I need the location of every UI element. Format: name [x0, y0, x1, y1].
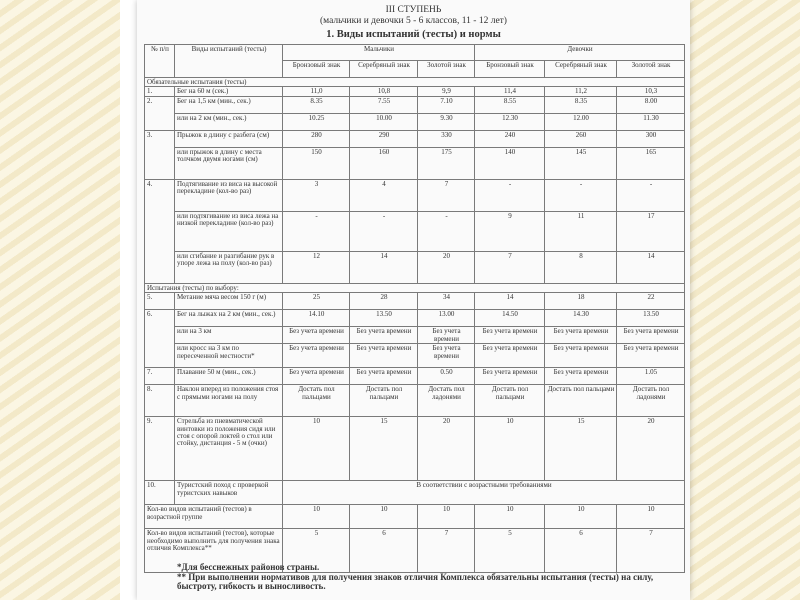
header-num: № п/п [145, 45, 175, 78]
row-test-name: Метание мяча весом 150 г (м) [175, 293, 283, 310]
row-number: 3. [145, 130, 175, 179]
header-test: Виды испытаний (тесты) [175, 45, 283, 78]
norm-cell: 9.30 [418, 113, 475, 130]
norm-cell: 6 [545, 529, 617, 573]
norm-cell: - [350, 211, 418, 251]
row-test-name: Стрельба из пневматической винтовки из положения сидя или стоя с опорой локтей о стол или стойку, дистанция - 5 м (очки) [175, 417, 283, 481]
decorative-band-left [0, 0, 120, 600]
row-number: 2. [145, 96, 175, 130]
norm-cell: 6 [350, 529, 418, 573]
norm-cell: 12 [283, 251, 350, 283]
norm-cell: - [545, 179, 617, 211]
norm-cell: 10 [283, 505, 350, 529]
norm-cell: 1.05 [617, 368, 685, 385]
table-row [145, 179, 685, 211]
norm-cell: 13.50 [617, 310, 685, 327]
norm-cell: Достать пол ладонями [617, 385, 685, 417]
norm-cell: 14.50 [475, 310, 545, 327]
header-boys-silver: Серебряный знак [350, 61, 418, 78]
row-test-name: Бег на лыжах на 2 км (мин., сек.) [175, 310, 283, 327]
row-test-name: Прыжок в длину с разбега (см) [175, 130, 283, 147]
norm-cell: Без учета времени [418, 344, 475, 368]
table-row [145, 130, 685, 147]
group-row-mandatory [145, 78, 685, 87]
header-girls-bronze: Бронзовый знак [475, 61, 545, 78]
norm-cell: - [617, 179, 685, 211]
group-label: Обязательные испытания (тесты) [145, 78, 685, 87]
norm-cell: 11,2 [545, 87, 617, 96]
header-girls-gold: Золотой знак [617, 61, 685, 78]
norm-cell: - [475, 179, 545, 211]
norm-cell: 11,4 [475, 87, 545, 96]
table-row [145, 147, 685, 179]
norm-cell: 13.50 [350, 310, 418, 327]
norm-cell: 14 [350, 251, 418, 283]
row-number: 10. [145, 481, 175, 505]
norm-cell: 150 [283, 147, 350, 179]
norm-cell: 14 [475, 293, 545, 310]
norm-cell: 8.00 [617, 96, 685, 113]
norm-cell: Без учета времени [545, 327, 617, 344]
norm-cell: 13.00 [418, 310, 475, 327]
norm-cell: 10 [418, 505, 475, 529]
norm-cell: 165 [617, 147, 685, 179]
norm-cell: 300 [617, 130, 685, 147]
norm-cell: 7 [418, 529, 475, 573]
norm-note-cell: В соответствии с возрастными требованиями [283, 481, 685, 505]
footnote-1: *Для бесснежных районов страны. [177, 562, 320, 572]
norm-cell: 160 [350, 147, 418, 179]
table-row [145, 310, 685, 327]
row-number: 9. [145, 417, 175, 481]
decorative-band-right [680, 0, 800, 600]
norm-cell: 240 [475, 130, 545, 147]
header-row-1 [145, 45, 685, 61]
norm-cell: Без учета времени [545, 368, 617, 385]
norm-cell: Без учета времени [475, 327, 545, 344]
norm-cell: 12.00 [545, 113, 617, 130]
row-test-name: Кол-во видов испытаний (тестов), которые необходимо выполнить для получения знака отличия Комплекса** [145, 529, 283, 573]
norm-cell: 14.30 [545, 310, 617, 327]
group-row-optional [145, 283, 685, 292]
norm-cell: 4 [350, 179, 418, 211]
norm-cell: 10 [475, 505, 545, 529]
header-boys-gold: Золотой знак [418, 61, 475, 78]
header-boys-bronze: Бронзовый знак [283, 61, 350, 78]
table-row [145, 251, 685, 283]
norm-cell: Достать пол пальцами [283, 385, 350, 417]
norm-cell: 25 [283, 293, 350, 310]
norm-cell: 7 [475, 251, 545, 283]
row-test-name: или на 2 км (мин., сек.) [175, 113, 283, 130]
norm-cell: 34 [418, 293, 475, 310]
norm-cell: 8.35 [283, 96, 350, 113]
stage-title: III СТУПЕНЬ [385, 5, 442, 15]
table-row [145, 344, 685, 368]
norm-cell: 22 [617, 293, 685, 310]
table-row [145, 96, 685, 113]
norm-cell: 12.30 [475, 113, 545, 130]
table-row [145, 481, 685, 505]
row-test-name: Кол-во видов испытаний (тестов) в возрастной группе [145, 505, 283, 529]
norm-cell: Без учета времени [283, 368, 350, 385]
norm-cell: 145 [545, 147, 617, 179]
norm-cell: 10 [350, 505, 418, 529]
norm-cell: 7.10 [418, 96, 475, 113]
norm-cell: - [418, 211, 475, 251]
row-number: 6. [145, 310, 175, 368]
norm-cell: 9 [475, 211, 545, 251]
norm-cell: 7 [617, 529, 685, 573]
norm-cell: 330 [418, 130, 475, 147]
norm-cell: 8.35 [545, 96, 617, 113]
norm-cell: 15 [350, 417, 418, 481]
norm-cell: 10.25 [283, 113, 350, 130]
row-test-name: Подтягивание из виса на высокой перекладине (кол-во раз) [175, 179, 283, 211]
norm-cell: 10.00 [350, 113, 418, 130]
footnote-2: ** При выполнении нормативов для получения знаков отличия Комплекса обязательны испытания (тесты) на силу, быстроту, гибкость и выносливость. [177, 571, 654, 591]
norm-cell: 140 [475, 147, 545, 179]
norm-cell: 10 [545, 505, 617, 529]
row-number: 5. [145, 293, 175, 310]
norm-cell: Без учета времени [545, 344, 617, 368]
stage-subtitle: (мальчики и девочки 5 - 6 классов, 11 - 12 лет) [320, 16, 507, 26]
norm-cell: 5 [283, 529, 350, 573]
norm-cell: Без учета времени [418, 327, 475, 344]
table-row [145, 327, 685, 344]
table-row [145, 113, 685, 130]
group-label: Испытания (тесты) по выбору: [145, 283, 685, 292]
norm-cell: Без учета времени [475, 368, 545, 385]
norm-cell: 11,0 [283, 87, 350, 96]
norm-cell: 10 [283, 417, 350, 481]
row-test-name: Туристский поход с проверкой туристских навыков [175, 481, 283, 505]
header-girls-silver: Серебряный знак [545, 61, 617, 78]
norm-cell: 175 [418, 147, 475, 179]
norm-cell: Достать пол пальцами [545, 385, 617, 417]
norm-cell: 20 [418, 251, 475, 283]
norm-cell: 28 [350, 293, 418, 310]
norm-cell: 10 [617, 505, 685, 529]
norm-cell: 11.30 [617, 113, 685, 130]
norm-cell: Без учета времени [617, 344, 685, 368]
norm-cell: Достать пол пальцами [475, 385, 545, 417]
norm-cell: Без учета времени [475, 344, 545, 368]
norm-cell: Без учета времени [617, 327, 685, 344]
table-row [145, 293, 685, 310]
section-title: 1. Виды испытаний (тесты) и нормы [326, 29, 501, 40]
norm-cell: 3 [283, 179, 350, 211]
norm-cell: 10,8 [350, 87, 418, 96]
norm-cell: - [283, 211, 350, 251]
row-test-name: Бег на 60 м (сек.) [175, 87, 283, 96]
row-number: 1. [145, 87, 175, 96]
table-row [145, 211, 685, 251]
row-test-name: или сгибание и разгибание рук в упоре лежа на полу (кол-во раз) [175, 251, 283, 283]
row-number: 4. [145, 179, 175, 283]
norm-cell: 5 [475, 529, 545, 573]
header-boys: Мальчики [283, 45, 475, 61]
row-test-name: или на 3 км [175, 327, 283, 344]
document-sheet [137, 0, 690, 600]
row-test-name: Бег на 1,5 км (мин., сек.) [175, 96, 283, 113]
norm-cell: Без учета времени [350, 368, 418, 385]
norm-cell: 15 [545, 417, 617, 481]
norm-cell: 7 [418, 179, 475, 211]
norm-cell: Без учета времени [350, 344, 418, 368]
row-number: 7. [145, 368, 175, 385]
table-row [145, 87, 685, 96]
row-number: 8. [145, 385, 175, 417]
row-test-name: Наклон вперед из положения стоя с прямыми ногами на полу [175, 385, 283, 417]
norm-cell: 290 [350, 130, 418, 147]
norm-cell: 8.55 [475, 96, 545, 113]
norm-cell: Без учета времени [283, 327, 350, 344]
table-row [145, 368, 685, 385]
table-row [145, 417, 685, 481]
norm-cell: 20 [617, 417, 685, 481]
norm-cell: 280 [283, 130, 350, 147]
norm-cell: 14 [617, 251, 685, 283]
norm-cell: 18 [545, 293, 617, 310]
norm-cell: 7.55 [350, 96, 418, 113]
norm-cell: 260 [545, 130, 617, 147]
norm-cell: 0.50 [418, 368, 475, 385]
norm-cell: Достать пол пальцами [350, 385, 418, 417]
norm-cell: 11 [545, 211, 617, 251]
norm-cell: Достать пол ладонями [418, 385, 475, 417]
norm-cell: Без учета времени [283, 344, 350, 368]
norm-cell: 10,3 [617, 87, 685, 96]
row-test-name: или подтягивание из виса лежа на низкой перекладине (кол-во раз) [175, 211, 283, 251]
norm-cell: 8 [545, 251, 617, 283]
norm-cell: 14.10 [283, 310, 350, 327]
header-girls: Девочки [475, 45, 685, 61]
norm-cell: 17 [617, 211, 685, 251]
row-test-name: Плавание 50 м (мин., сек.) [175, 368, 283, 385]
norm-cell: 10 [475, 417, 545, 481]
norm-cell: 9,9 [418, 87, 475, 96]
row-test-name: или кросс на 3 км по пересеченной местности* [175, 344, 283, 368]
norms-table [144, 44, 685, 573]
norm-cell: 20 [418, 417, 475, 481]
norm-cell: Без учета времени [350, 327, 418, 344]
table-row [145, 385, 685, 417]
table-row [145, 505, 685, 529]
row-test-name: или прыжок в длину с места толчком двумя ногами (см) [175, 147, 283, 179]
footnotes [177, 563, 682, 592]
